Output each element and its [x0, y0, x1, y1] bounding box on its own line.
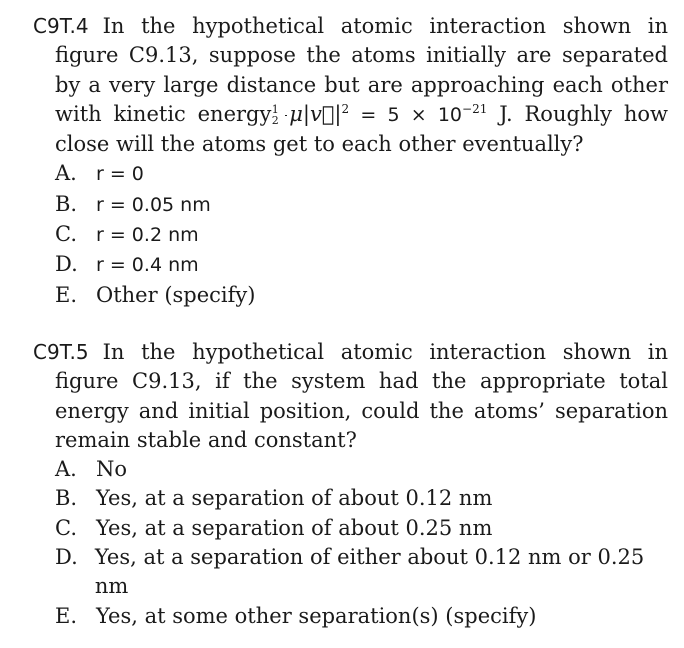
- option-text: Yes, at some other separation(s) (specify): [96, 603, 537, 628]
- option-a[interactable]: [55, 159, 668, 189]
- option-e[interactable]: [55, 281, 668, 310]
- option-text: r = 0: [96, 163, 144, 186]
- velocity-vector: v⃗: [309, 101, 335, 126]
- option-letter: E.: [55, 282, 78, 307]
- option-d[interactable]: [55, 543, 668, 602]
- option-e[interactable]: [55, 602, 668, 631]
- problem-number: C9T.4: [33, 14, 89, 38]
- exponent-neg21: −21: [462, 101, 488, 116]
- option-a[interactable]: [55, 455, 668, 484]
- problem-number: C9T.5: [33, 340, 89, 364]
- mu-symbol: μ: [289, 101, 303, 126]
- option-letter: A.: [55, 457, 77, 482]
- option-letter: C.: [55, 515, 77, 540]
- question-body: In the hypothetical atomic interaction shown in figure C9.13, if the system had the appropriate total energy and initial position, could the atoms’ separation remain stable and constant?: [55, 340, 668, 452]
- abs-close: |: [334, 101, 342, 126]
- question-text-before: In the hypothetical atomic interaction shown in figure C9.13, suppose the atoms initially are separated by a very large distance but are approaching each other with kinetic energy: [55, 14, 668, 126]
- option-b[interactable]: [55, 190, 668, 220]
- option-text: r = 0.05 nm: [96, 193, 211, 216]
- problem-c9t5: [33, 338, 668, 631]
- abs-open: |: [302, 101, 310, 126]
- option-letter: B.: [55, 486, 78, 511]
- option-text: Yes, at a separation of about 0.25 nm: [96, 515, 493, 540]
- option-letter: D.: [55, 252, 78, 277]
- fraction-denominator: 2: [271, 113, 279, 127]
- option-c[interactable]: [55, 514, 668, 543]
- question-text-after: J. Roughly how close will the atoms get to each other eventually?: [55, 101, 668, 157]
- option-letter: C.: [55, 222, 77, 247]
- option-letter: E.: [55, 603, 78, 628]
- option-b[interactable]: [55, 484, 668, 513]
- option-text: Yes, at a separation of either about 0.12 nm or 0.25 nm: [94, 545, 645, 599]
- answer-options: [33, 159, 668, 309]
- question-text: [33, 338, 668, 455]
- option-text: No: [96, 457, 128, 482]
- answer-options: [33, 455, 668, 631]
- option-text: Other (specify): [96, 282, 256, 307]
- option-letter: A.: [55, 161, 77, 186]
- question-text: [33, 12, 668, 159]
- option-text: r = 0.2 nm: [96, 224, 199, 247]
- option-text: Yes, at a separation of about 0.12 nm: [96, 486, 493, 511]
- energy-value: = 5 × 10: [349, 103, 463, 126]
- option-letter: D.: [55, 545, 78, 570]
- fraction-one-half: [271, 102, 287, 127]
- option-d[interactable]: [55, 250, 668, 280]
- option-text: r = 0.4 nm: [96, 254, 199, 277]
- problem-c9t4: [33, 12, 668, 310]
- option-c[interactable]: [55, 220, 668, 250]
- option-letter: B.: [55, 191, 78, 216]
- fraction-numerator: 1: [285, 105, 287, 116]
- exponent-2: 2: [341, 101, 350, 116]
